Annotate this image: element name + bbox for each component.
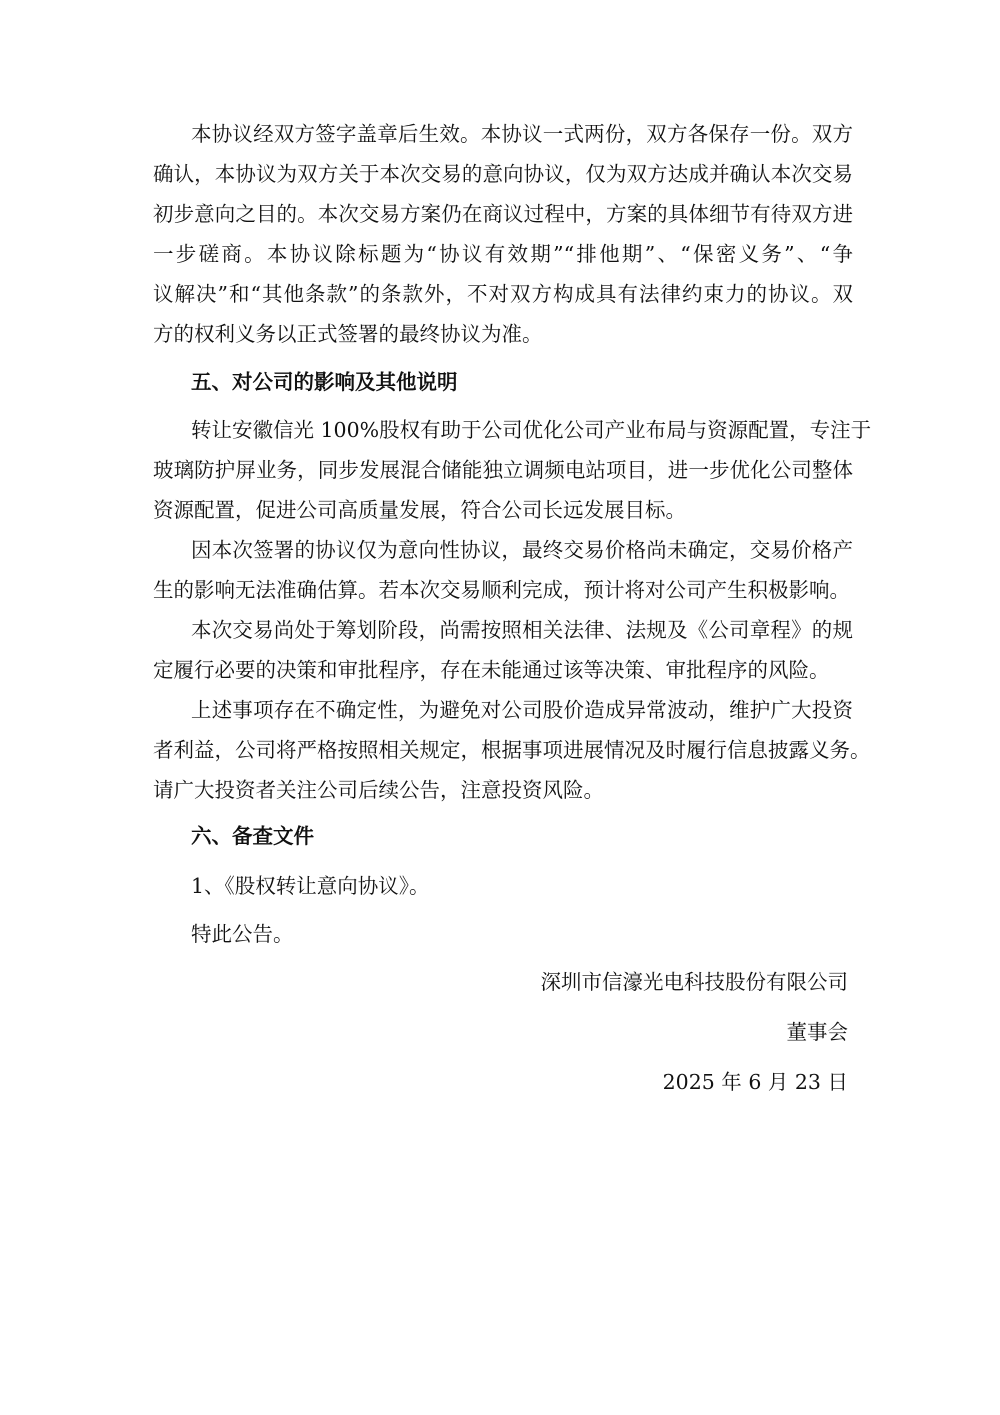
para1-line-3: 初步意向之目的。本次交易方案仍在商议过程中，方案的具体细节有待双方进 — [153, 202, 853, 226]
section5-p2-line-1: 因本次签署的协议仅为意向性协议，最终交易价格尚未确定，交易价格产 — [191, 538, 853, 562]
section5-p2-line-2: 生的影响无法准确估算。若本次交易顺利完成，预计将对公司产生积极影响。 — [153, 578, 850, 602]
closing-text: 特此公告。 — [191, 922, 294, 946]
section5-p4-line-3: 请广大投资者关注公司后续公告，注意投资风险。 — [153, 778, 604, 802]
para1-line-6: 方的权利义务以正式签署的最终协议为准。 — [153, 322, 543, 346]
signature-company: 深圳市信濠光电科技股份有限公司 — [540, 970, 848, 994]
section5-p1-line-3: 资源配置，促进公司高质量发展，符合公司长远发展目标。 — [153, 498, 686, 522]
para1-line-5: 议解决”和“其他条款”的条款外，不对双方构成具有法律约束力的协议。双 — [153, 282, 853, 306]
section6-item-1: 1、《股权转让意向协议》。 — [191, 874, 430, 898]
signature-date: 2025 年 6 月 23 日 — [662, 1070, 848, 1094]
section5-p1-line-1: 转让安徽信光 100%股权有助于公司优化公司产业布局与资源配置，专注于 — [191, 418, 872, 442]
para1-line-1: 本协议经双方签字盖章后生效。本协议一式两份，双方各保存一份。双方 — [191, 122, 853, 146]
para1-line-4: 一步磋商。本协议除标题为“协议有效期”“排他期”、“保密义务”、“争 — [153, 242, 853, 266]
section5-p3-line-1: 本次交易尚处于筹划阶段，尚需按照相关法律、法规及《公司章程》的规 — [191, 618, 853, 642]
signature-board: 董事会 — [786, 1020, 848, 1044]
para1-line-2: 确认，本协议为双方关于本次交易的意向协议，仅为双方达成并确认本次交易 — [153, 162, 853, 186]
section5-heading: 五、对公司的影响及其他说明 — [191, 370, 458, 394]
section5-p4-line-2: 者利益，公司将严格按照相关规定，根据事项进展情况及时履行信息披露义务。 — [153, 738, 871, 762]
section6-heading: 六、备查文件 — [191, 824, 314, 848]
section5-p4-line-1: 上述事项存在不确定性，为避免对公司股价造成异常波动，维护广大投资 — [191, 698, 853, 722]
section5-p3-line-2: 定履行必要的决策和审批程序，存在未能通过该等决策、审批程序的风险。 — [153, 658, 830, 682]
section5-p1-line-2: 玻璃防护屏业务，同步发展混合储能独立调频电站项目，进一步优化公司整体 — [153, 458, 853, 482]
